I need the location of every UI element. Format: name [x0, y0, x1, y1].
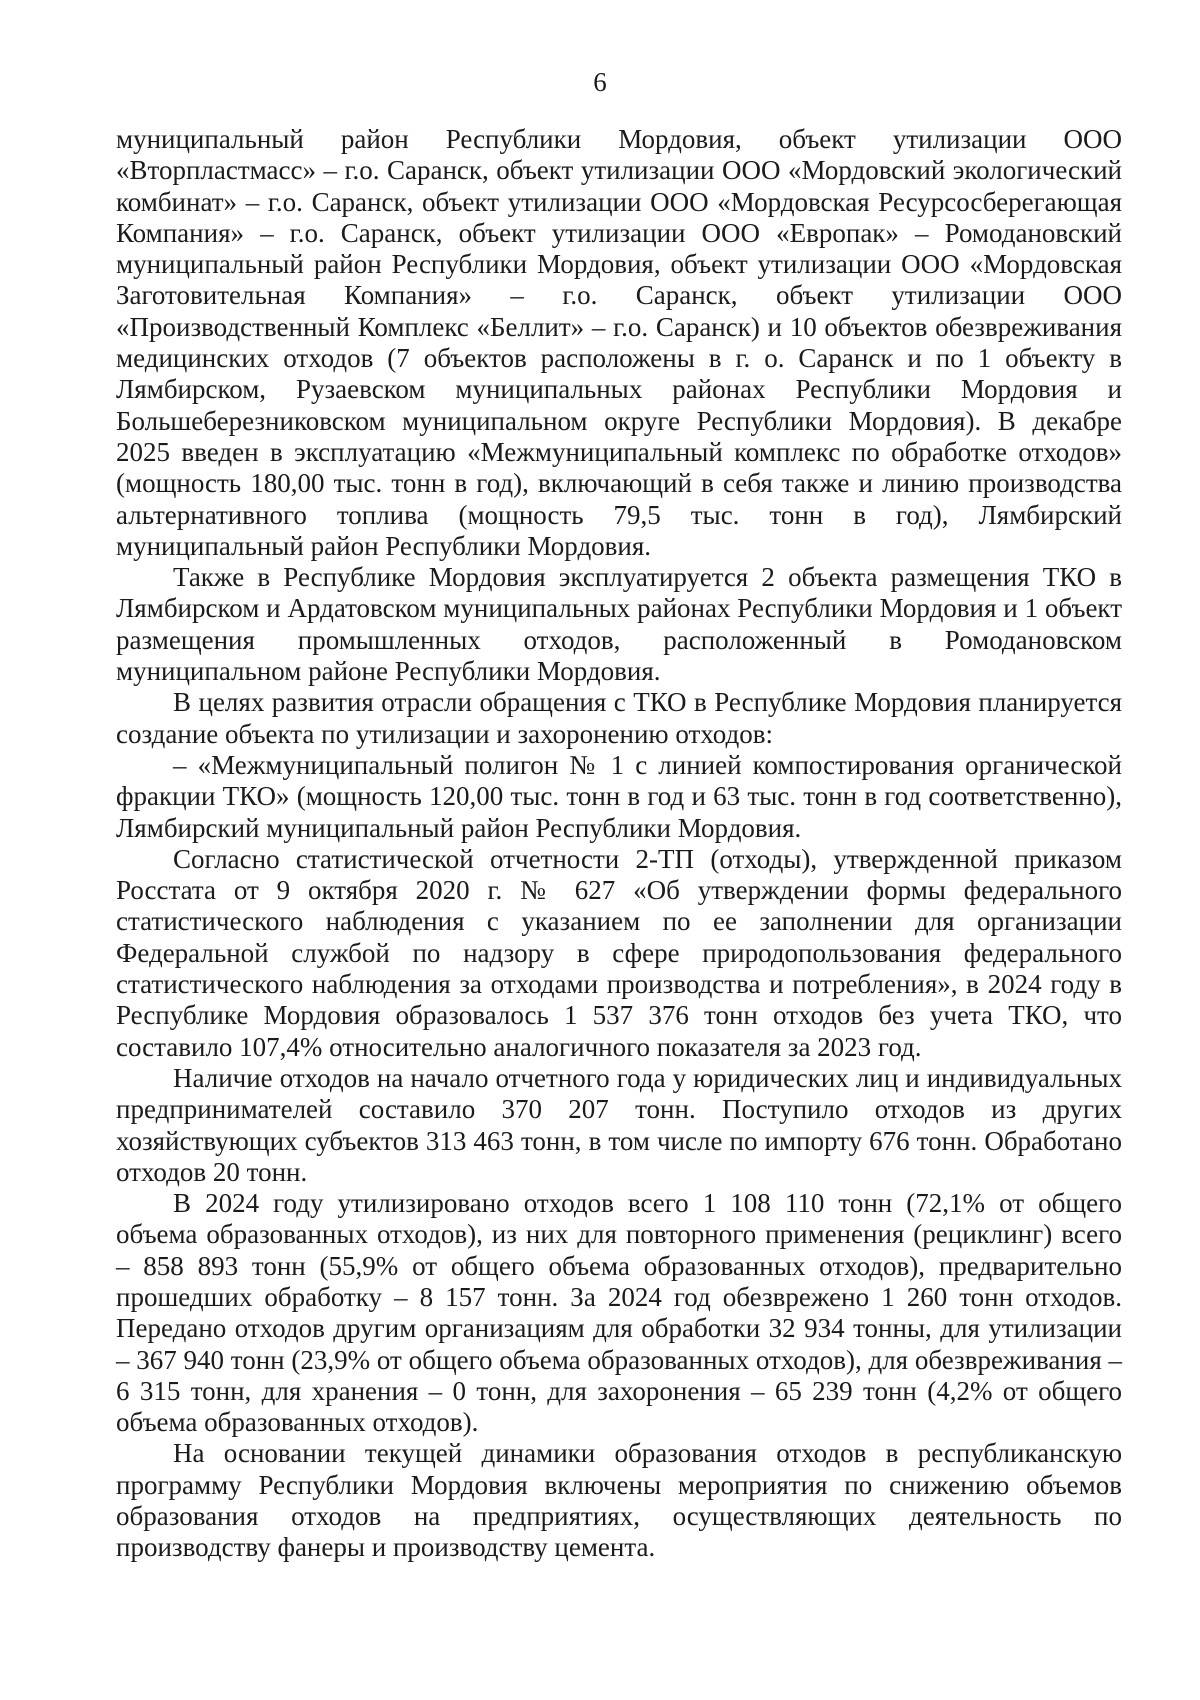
- paragraph: На основании текущей динамики образования отходов в республиканскую программу Республики Мордовия включены мероприятия по снижению объемов образования отходов на предприятиях, осуществляющих деятельность по производству фанеры и производству цемента.: [116, 1438, 1122, 1563]
- page-number: 6: [593, 67, 607, 97]
- paragraph: В 2024 году утилизировано отходов всего 1 108 110 тонн (72,1% от общего объема образованных отходов), из них для повторного применения (рециклинг) всего – 858 893 тонн (55,9% от общего объема образованных отходов), предварительно прошедших обработку – 8 157 тонн. За 2024 год обезврежено 1 260 тонн отходов. Передано отходов другим организациям для обработки 32 934 тонны, для утилизации – 367 940 тонн (23,9% от общего объема образованных отходов), для обезвреживания – 6 315 тонн, для хранения – 0 тонн, для захоронения – 65 239 тонн (4,2% от общего объема образованных отходов).: [116, 1188, 1122, 1438]
- paragraph: Также в Республике Мордовия эксплуатируется 2 объекта размещения ТКО в Лямбирском и Ардатовском муниципальных районах Республики Мордовия и 1 объект размещения промышленных отходов, расположенный в Ромодановском муниципальном районе Республики Мордовия.: [116, 562, 1122, 687]
- paragraph: Наличие отходов на начало отчетного года у юридических лиц и индивидуальных предпринимателей составило 370 207 тонн. Поступило отходов из других хозяйствующих субъектов 313 463 тонн, в том числе по импорту 676 тонн. Обработано отходов 20 тонн.: [116, 1062, 1122, 1187]
- paragraph: Согласно статистической отчетности 2-ТП (отходы), утвержденной приказом Росстата от 9 октября 2020 г. № 627 «Об утверждении формы федерального статистического наблюдения с указанием по ее заполнении для организации Федеральной службой по надзору в сфере природопользования федерального статистического наблюдения за отходами производства и потребления», в 2024 году в Республике Мордовия образовалось 1 537 376 тонн отходов без учета ТКО, что составило 107,4% относительно аналогичного показателя за 2023 год.: [116, 843, 1122, 1062]
- list-item-paragraph: – «Межмуниципальный полигон № 1 с линией компостирования органической фракции ТКО» (мощность 120,00 тыс. тонн в год и 63 тыс. тонн в год соответственно), Лямбирский муниципальный район Республики Мордовия.: [116, 749, 1122, 843]
- paragraph-continued: муниципальный район Республики Мордовия, объект утилизации ООО «Вторпластмасс» – г.о. Саранск, объект утилизации ООО «Мордовский экологический комбинат» – г.о. Саранск, объект утилизации ООО «Мордовская Ресурсосберегающая Компания» – г.о. Саранск, объект утилизации ООО «Европак» – Ромодановский муниципальный район Республики Мордовия, объект утилизации ООО «Мордовская Заготовительная Компания» – г.о. Саранск, объект утилизации ООО «Производственный Комплекс «Беллит» – г.о. Саранск) и 10 объектов обезвреживания медицинских отходов (7 объектов расположены в г. о. Саранск и по 1 объекту в Лямбирском, Рузаевском муниципальных районах Республики Мордовия и Большеберезниковском муниципальном округе Республики Мордовия). В декабре 2025 введен в эксплуатацию «Межмуниципальный комплекс по обработке отходов» (мощность 180,00 тыс. тонн в год), включающий в себя также и линию производства альтернативного топлива (мощность 79,5 тыс. тонн в год), Лямбирский муниципальный район Республики Мордовия.: [116, 124, 1122, 561]
- document-body: [116, 124, 1122, 1564]
- paragraph: В целях развития отрасли обращения с ТКО в Республике Мордовия планируется создание объекта по утилизации и захоронению отходов:: [116, 687, 1122, 749]
